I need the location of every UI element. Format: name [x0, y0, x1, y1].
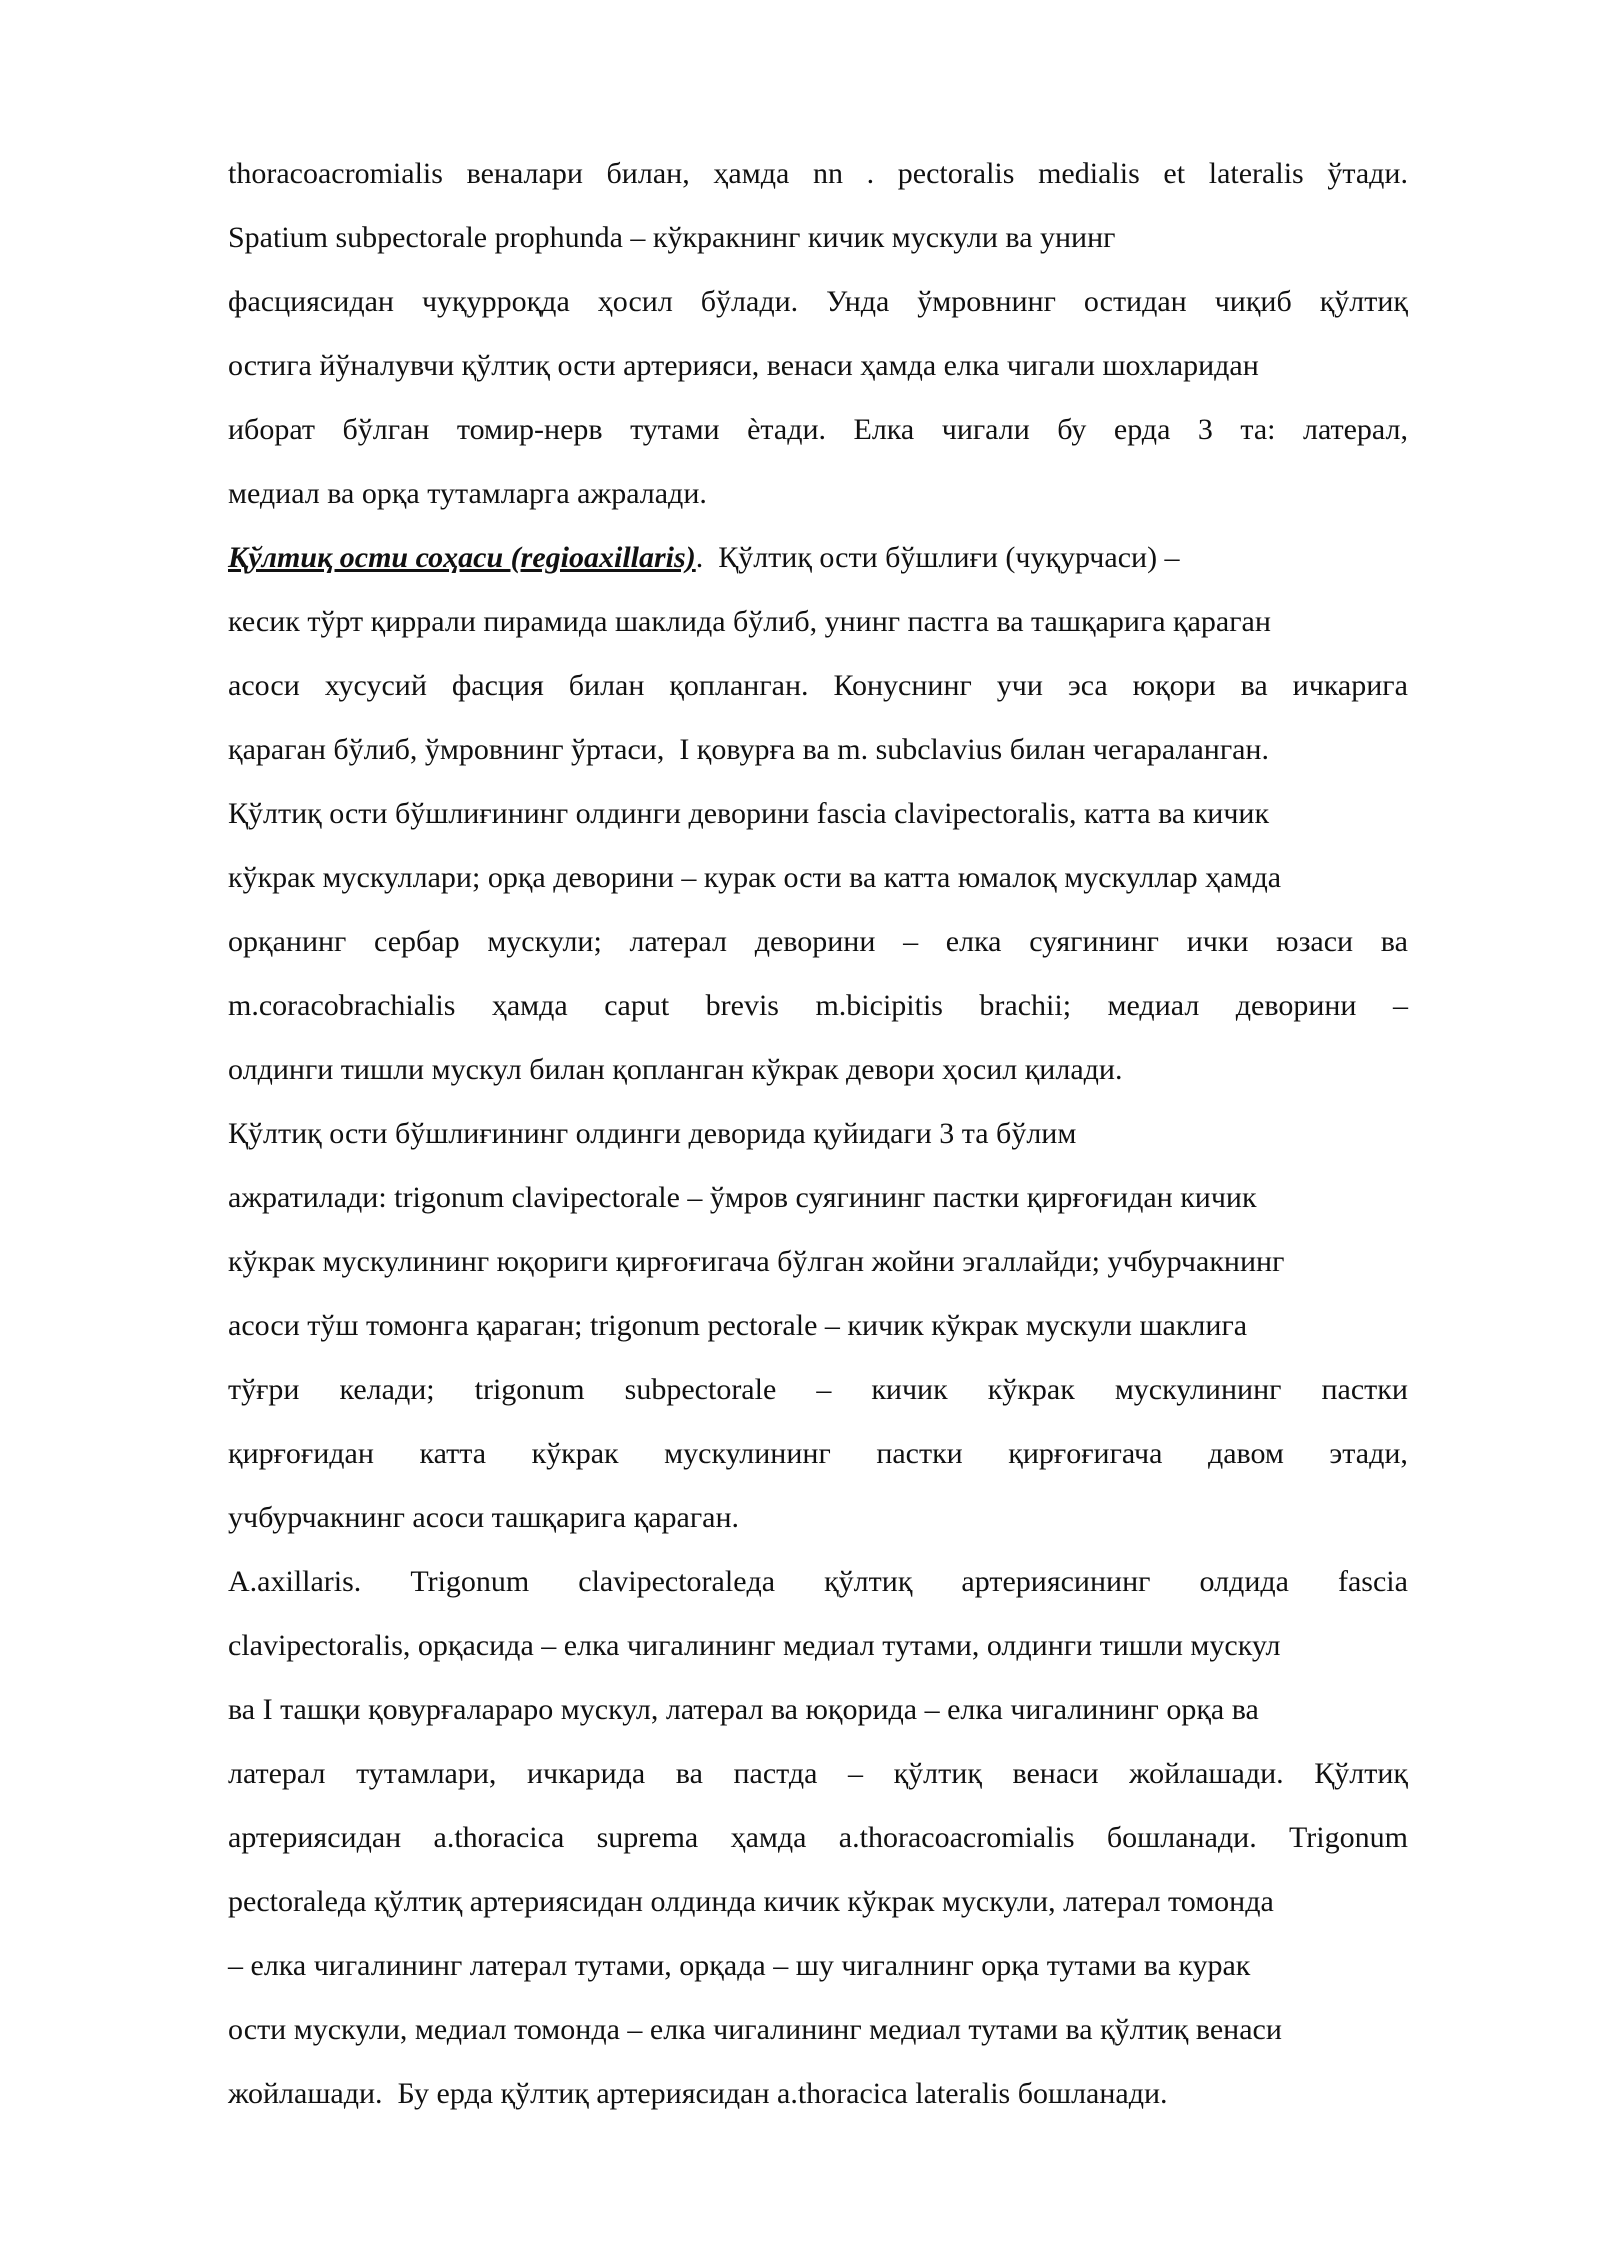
line-text: thoracoacromialis веналари билан, ҳамда nn . pectoralis medialis et lateralis ўтади.	[228, 157, 1408, 190]
text-line	[228, 398, 1408, 462]
line-text: медиал ва орқа тутамларга ажралади.	[228, 477, 707, 510]
text-line	[228, 1870, 1408, 1934]
line-text: Қўлтиқ ости бўшлиғининг олдинги деворида қуйидаги 3 та бўлим	[228, 1117, 1077, 1150]
line-text: clavipectoralis, орқасида – елка чигалининг медиал тутами, олдинги тишли мускул	[228, 1629, 1281, 1662]
text-line	[228, 1486, 1408, 1550]
text-line	[228, 1358, 1408, 1422]
text-line	[228, 782, 1408, 846]
text-line	[228, 1230, 1408, 1294]
text-line	[228, 590, 1408, 654]
line-text: остига йўналувчи қўлтиқ ости артерияси, венаси ҳамда елка чигали шохларидан	[228, 349, 1259, 382]
text-line	[228, 1102, 1408, 1166]
line-text: латерал тутамлари, ичкарида ва пастда – қўлтиқ венаси жойлашади. Қўлтиқ	[228, 1757, 1408, 1790]
text-line	[228, 270, 1408, 334]
line-text: A.axillaris. Trigonum clavipectoraleда қўлтиқ артериясининг олдида fascia	[228, 1565, 1408, 1598]
text-line	[228, 1998, 1408, 2062]
line-text: – елка чигалининг латерал тутами, орқада – шу чигалнинг орқа тутами ва курак	[228, 1949, 1251, 1982]
text-line	[228, 2062, 1408, 2126]
line-text: Spatium subpectorale prophunda – кўкракнинг кичик мускули ва унинг	[228, 221, 1116, 254]
text-line	[228, 974, 1408, 1038]
line-text: pectoraleда қўлтиқ артериясидан олдинда кичик кўкрак мускули, латерал томонда	[228, 1885, 1274, 1918]
line-text: ва I ташқи қовурғалараро мускул, латерал ва юқорида – елка чигалининг орқа ва	[228, 1693, 1259, 1726]
line-text: жойлашади. Бу ерда қўлтиқ артериясидан a.thoracica lateralis бошланади.	[228, 2077, 1168, 2110]
text-line	[228, 1166, 1408, 1230]
body-text	[228, 142, 1408, 2126]
line-text: олдинги тишли мускул билан қопланган кўкрак девори ҳосил қилади.	[228, 1053, 1123, 1086]
line-text: тўғри келади; trigonum subpectorale – кичик кўкрак мускулининг пастки	[228, 1373, 1408, 1406]
line-text: асоси тўш томонга қараган; trigonum pectorale – кичик кўкрак мускули шаклига	[228, 1309, 1248, 1342]
line-text: иборат бўлган томир-нерв тутами ѐтади. Елка чигали бу ерда 3 та: латерал,	[228, 413, 1408, 446]
line-text: кўкрак мускулининг юқориги қирғоғигача бўлган жойни эгаллайди; учбурчакнинг	[228, 1245, 1285, 1278]
text-line	[228, 1038, 1408, 1102]
line-text: асоси хусусий фасция билан қопланган. Конуснинг учи эса юқори ва ичкарига	[228, 669, 1408, 702]
text-line	[228, 846, 1408, 910]
line-text: қараган бўлиб, ўмровнинг ўртаси, I қовурға ва m. subclavius билан чегараланган.	[228, 733, 1269, 766]
text-line	[228, 1742, 1408, 1806]
line-text: орқанинг сербар мускули; латерал деворини – елка суягининг ички юзаси ва	[228, 925, 1408, 958]
line-text: Қўлтиқ ости бўшлиғининг олдинги деворини fascia clavipectoralis, катта ва кичик	[228, 797, 1270, 830]
line-text: кесик тўрт қиррали пирамида шаклида бўлиб, унинг пастга ва ташқарига қараган	[228, 605, 1271, 638]
line-text: фасциясидан чуқурроқда ҳосил бўлади. Унда ўмровнинг остидан чиқиб қўлтиқ	[228, 285, 1408, 318]
text-line	[228, 462, 1408, 526]
line-text: ажратилади: trigonum clavipectorale – ўмров суягининг пастки қирғоғидан кичик	[228, 1181, 1257, 1214]
text-line	[228, 718, 1408, 782]
text-line	[228, 1550, 1408, 1614]
line-text: ости мускули, медиал томонда – елка чигалининг медиал тутами ва қўлтиқ венаси	[228, 2013, 1282, 2046]
section-heading: Қўлтиқ ости соҳаси (regioaxillaris)	[228, 541, 696, 574]
text-line	[228, 334, 1408, 398]
text-line	[228, 1422, 1408, 1486]
text-line	[228, 654, 1408, 718]
line-text: қирғоғидан катта кўкрак мускулининг пастки қирғоғигача давом этади,	[228, 1437, 1408, 1470]
text-line	[228, 142, 1408, 206]
text-line	[228, 1614, 1408, 1678]
line-text: учбурчакнинг асоси ташқарига қараган.	[228, 1501, 739, 1534]
text-line	[228, 1678, 1408, 1742]
text-line	[228, 1294, 1408, 1358]
line-text: артериясидан a.thoracica suprema ҳамда a.thoracoacromialis бошланади. Trigonum	[228, 1821, 1408, 1854]
text-line	[228, 910, 1408, 974]
text-line	[228, 206, 1408, 270]
line-text: кўкрак мускуллари; орқа деворини – курак ости ва катта юмалоқ мускуллар ҳамда	[228, 861, 1282, 894]
text-line	[228, 1934, 1408, 1998]
text-line	[228, 1806, 1408, 1870]
line-text: m.coracobrachialis ҳамда caput brevis m.bicipitis brachii; медиал деворини –	[228, 989, 1408, 1022]
text-line	[228, 526, 1408, 590]
line-text: . Қўлтиқ ости бўшлиғи (чуқурчаси) –	[695, 541, 1180, 574]
